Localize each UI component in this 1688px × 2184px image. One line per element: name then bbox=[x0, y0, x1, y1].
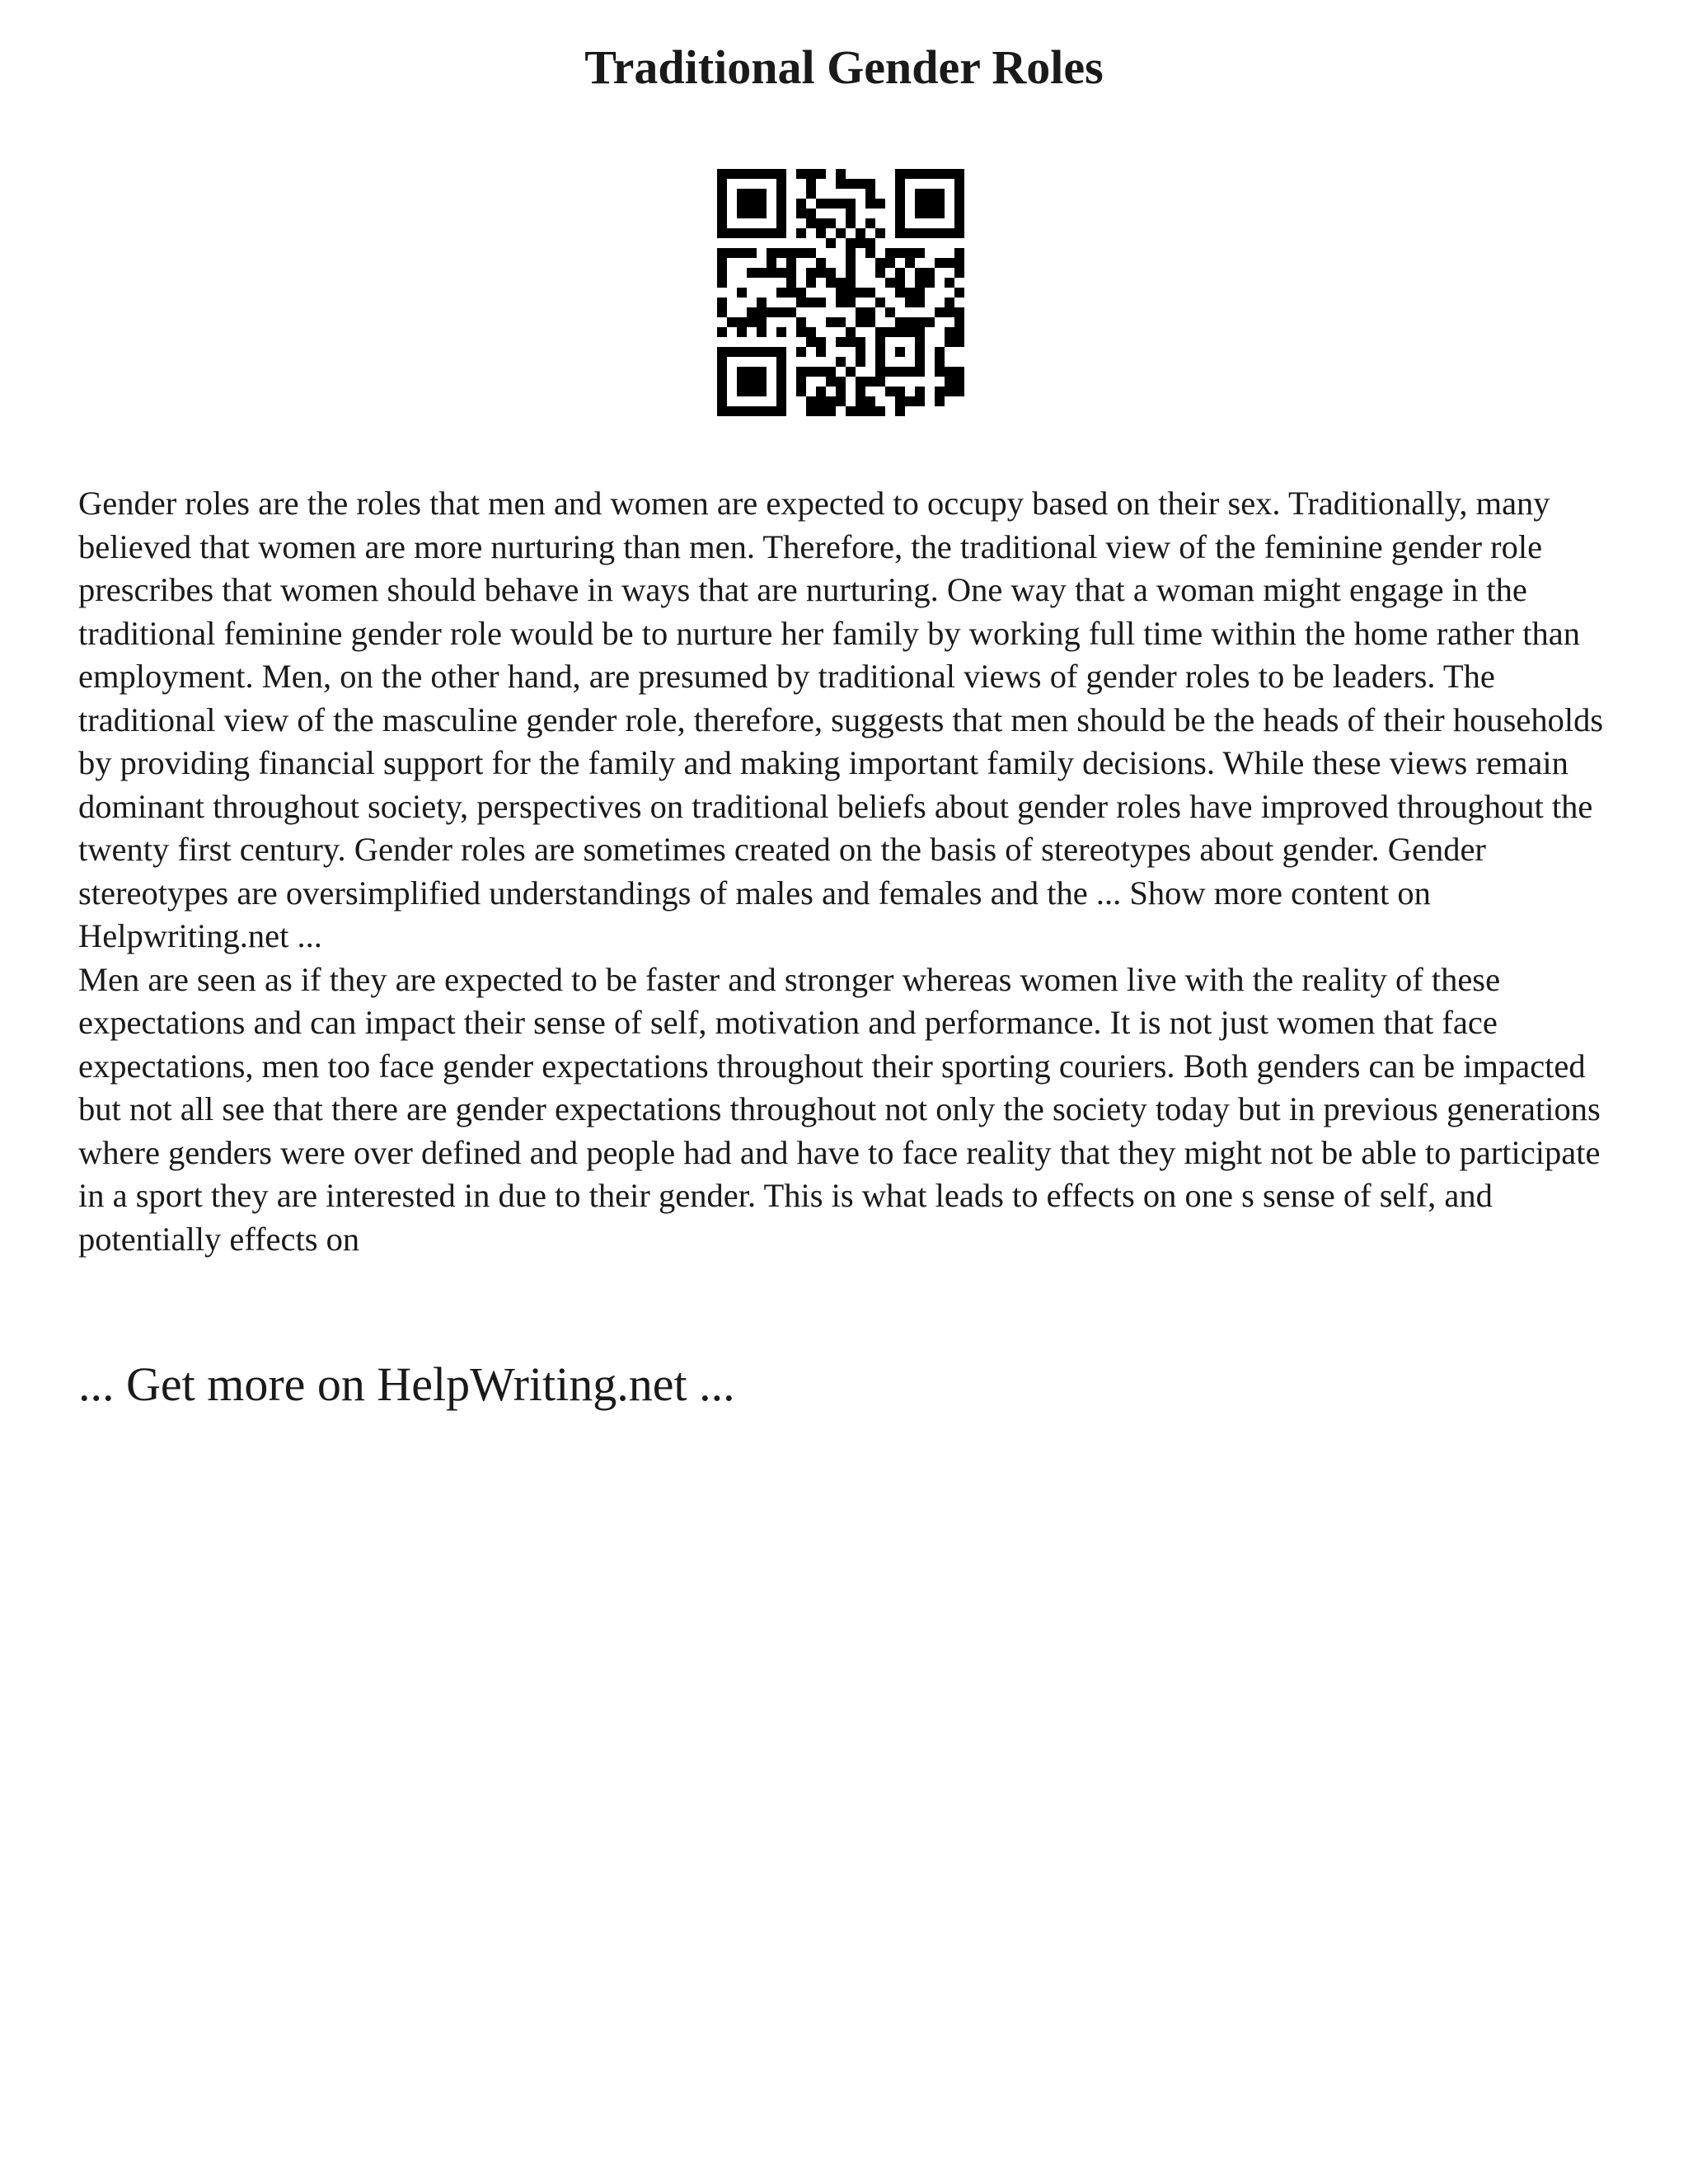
paragraph: Gender roles are the roles that men and women are expected to occupy based on their sex. Traditionally, many believed that women are more nurturing than men. Therefore, the traditional view of the feminine gender role prescribes that women should behave in ways that are nurturing. One way that a woman might engage in the traditional feminine gender role would be to nurture her family by working full time within the home rather than employment. Men, on the other hand, are presumed by traditional views of gender roles to be leaders. The traditional view of the masculine gender role, therefore, suggests that men should be the heads of their households by providing financial support for the family and making important family decisions. While these views remain dominant throughout society, perspectives on traditional beliefs about gender roles have improved throughout the twenty first century. Gender roles are sometimes created on the basis of stereotypes about gender. Gender stereotypes are oversimplified understandings of males and females and the ... Show more content on Helpwriting.net ... bbox=[78, 485, 1604, 954]
qr-code-icon bbox=[717, 169, 964, 416]
get-more-link[interactable]: ... Get more on HelpWriting.net ... bbox=[78, 1357, 735, 1411]
page-title: Traditional Gender Roles bbox=[584, 40, 1104, 94]
article-body bbox=[78, 482, 1628, 1261]
paragraph: Men are seen as if they are expected to be faster and stronger whereas women live with the reality of these expectations and can impact their sense of self, motivation and performance. It is not just women that face expectations, men too face gender expectations throughout their sporting couriers. Both genders can be impacted but not all see that there are gender expectations throughout not only the society today but in previous generations where genders were over defined and people had and have to face reality that they might not be able to participate in a sport they are interested in due to their gender. This is what leads to effects on one s sense of self, and potentially effects on bbox=[78, 960, 1601, 1258]
